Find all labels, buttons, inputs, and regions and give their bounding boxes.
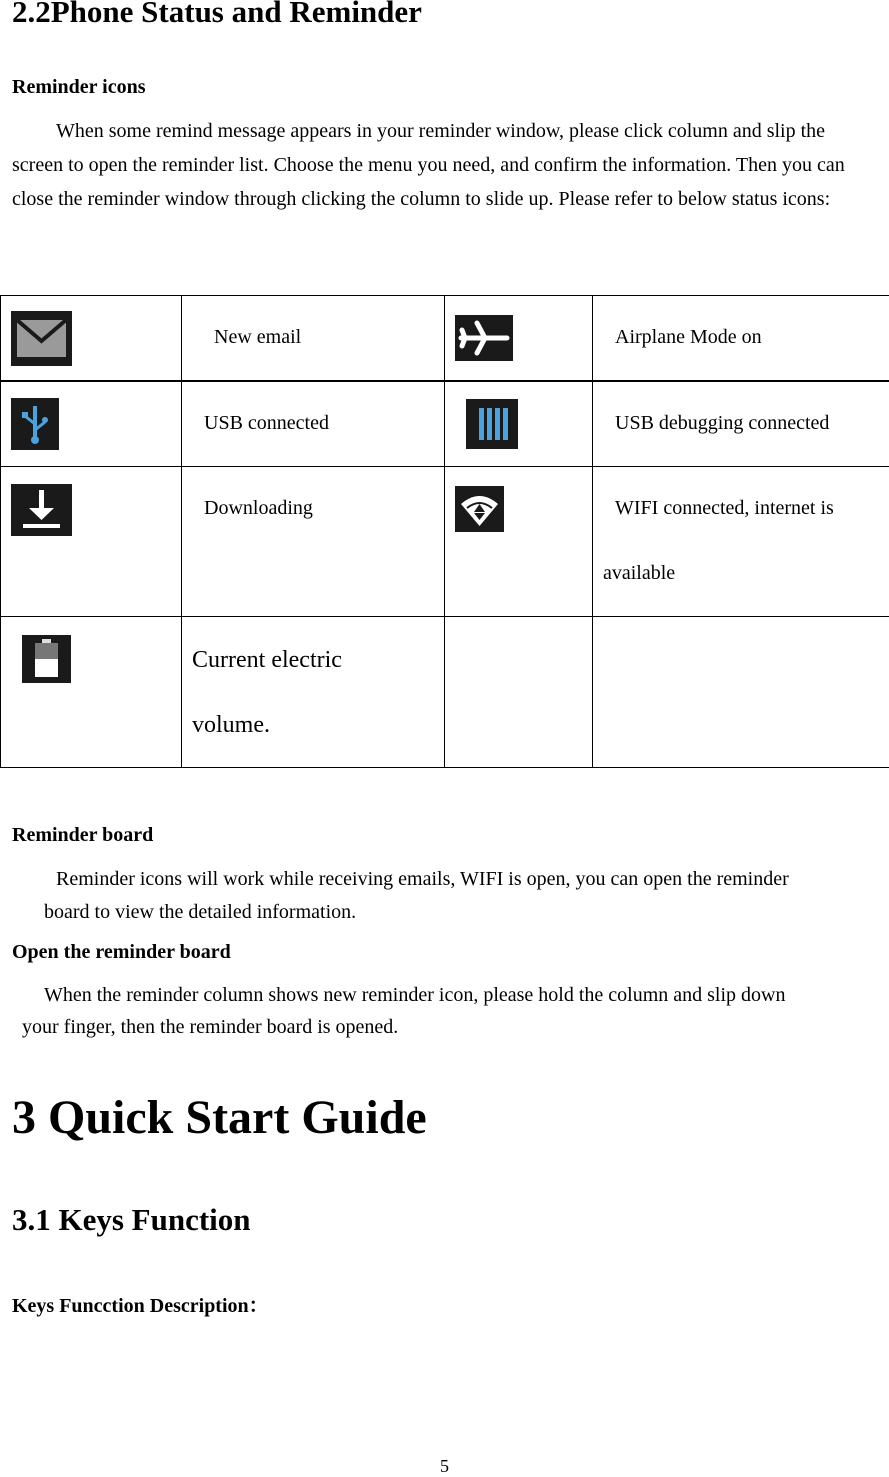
section-title-3: 3 Quick Start Guide <box>12 1090 427 1145</box>
new-email-label: New email <box>214 326 301 349</box>
section-title-3-1: 3.1 Keys Function <box>12 1202 251 1238</box>
usb-debugging-icon <box>466 399 518 449</box>
icon-cell <box>445 296 593 382</box>
empty-cell <box>445 617 593 768</box>
empty-cell <box>593 617 889 768</box>
reminder-icons-paragraph: When some remind message appears in your reminder window, please click column and slip the screen to open the reminder list. Choose the menu you need, and confirm the information. Then you can close the reminder window through clicking the column to slide up. Please refer to below status icons: <box>12 114 874 216</box>
icon-cell <box>445 467 593 617</box>
table-row <box>1 381 889 467</box>
reminder-icons-heading: Reminder icons <box>12 76 146 99</box>
airplane-icon <box>455 315 513 361</box>
icon-cell <box>1 617 182 768</box>
label-cell <box>182 381 445 467</box>
battery-label-line2: volume. <box>192 693 270 757</box>
keys-function-label: Keys Funcction Description： <box>12 1289 269 1318</box>
open-board-heading: Open the reminder board <box>12 941 231 964</box>
envelope-icon <box>11 311 72 366</box>
status-icons-table <box>0 295 889 768</box>
table-row <box>1 296 889 382</box>
reminder-board-text-line1: Reminder icons will work while receiving emails, WIFI is open, you can open the reminder <box>56 862 789 896</box>
wifi-label-line1: WIFI connected, internet is <box>615 497 834 520</box>
label-cell <box>593 381 889 467</box>
table-row <box>1 617 889 768</box>
download-icon <box>11 484 72 536</box>
battery-label-line1: Current electric <box>192 628 342 692</box>
open-board-text-line1: When the reminder column shows new reminder icon, please hold the column and slip down <box>44 978 785 1012</box>
downloading-label: Downloading <box>204 497 313 520</box>
label-cell <box>593 296 889 382</box>
usb-icon <box>11 398 59 450</box>
wifi-label-line2: available <box>603 562 675 585</box>
reminder-board-text-line2: board to view the detailed information. <box>44 895 356 929</box>
page-number: 5 <box>0 1456 889 1477</box>
usb-debugging-label: USB debugging connected <box>615 412 829 435</box>
open-board-text-line2: your finger, then the reminder board is opened. <box>22 1010 398 1044</box>
icon-cell <box>1 296 182 382</box>
airplane-mode-label: Airplane Mode on <box>615 326 762 349</box>
icon-cell <box>1 467 182 617</box>
section-title-2-2: 2.2Phone Status and Reminder <box>12 0 422 30</box>
wifi-icon <box>455 486 504 532</box>
usb-connected-label: USB connected <box>204 412 329 435</box>
label-cell <box>182 296 445 382</box>
label-cell <box>182 467 445 617</box>
reminder-board-heading: Reminder board <box>12 824 153 847</box>
icon-cell <box>445 381 593 467</box>
table-row <box>1 467 889 617</box>
label-cell <box>182 617 445 768</box>
label-cell <box>593 467 889 617</box>
icon-cell <box>1 381 182 467</box>
battery-icon <box>22 635 71 683</box>
